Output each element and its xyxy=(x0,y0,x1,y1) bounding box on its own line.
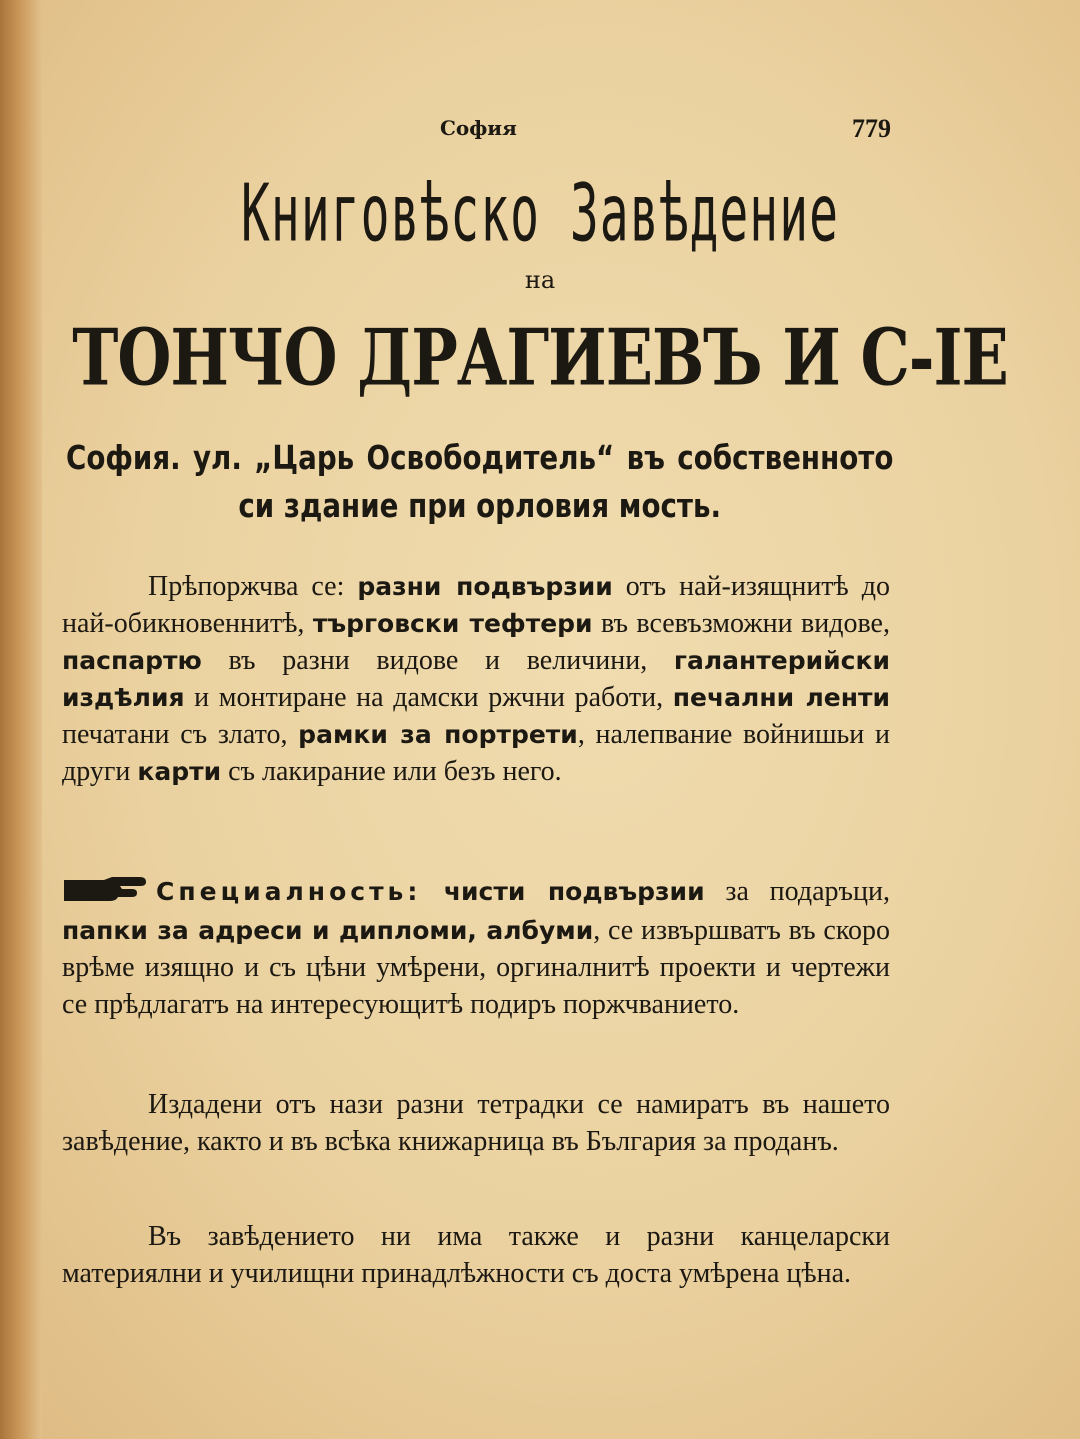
title-owner: ТОНЧО ДРАГИЕВЪ И С-IЕ xyxy=(72,312,1008,404)
bold-text: чисти подвързии xyxy=(421,877,705,906)
bold-text: рамки за портрети xyxy=(298,720,578,749)
bold-text: търговски тефтери xyxy=(312,609,593,638)
running-title: София xyxy=(440,116,517,140)
address-line: София. ул. „Царь Освободитель“ въ собственното си здание при орловия мость. xyxy=(66,438,894,525)
text: и монтиране на дамски ржчни работи, xyxy=(184,682,673,713)
bold-text: разни подвързии xyxy=(357,572,613,601)
paragraph-specialty xyxy=(62,873,890,1023)
paragraph-notebooks xyxy=(62,1086,890,1160)
text: въ разни видове и величини, xyxy=(201,645,674,676)
text: Въ завѣдението ни има также и разни канцеларски материялни и училищни принадлѣжности съ доста умѣрена цѣна. xyxy=(62,1221,890,1289)
title-establishment: Книговѣско Завѣдение xyxy=(241,168,839,261)
pointing-hand-icon xyxy=(62,875,148,912)
running-head xyxy=(0,112,1080,148)
text: отъ най-изящнитѣ до най-обикновеннитѣ, xyxy=(62,571,890,639)
text: съ лакирание или безъ него. xyxy=(221,756,562,787)
bold-text: печални ленти xyxy=(672,683,890,712)
text: , налепвание войнишьи и други xyxy=(62,719,890,787)
bold-text: паспартю xyxy=(62,646,202,675)
text: Издадени отъ нази разни тетрадки се намиратъ въ нашето завѣдение, както и въ всѣка книжарница въ България за проданъ. xyxy=(62,1089,890,1157)
bold-text: карти xyxy=(137,757,222,786)
bold-text: галантерийски издѣлия xyxy=(62,646,890,712)
paragraph-offerings xyxy=(62,568,890,790)
page-number: 779 xyxy=(852,114,891,143)
bold-text: папки за адреси и дипломи, албуми xyxy=(62,916,594,945)
paragraph-stationery xyxy=(62,1218,890,1292)
title-connector: на xyxy=(524,266,556,294)
specialty-label: Специалность: xyxy=(156,877,422,906)
text: за подаръци, xyxy=(704,876,890,907)
text: , се извършватъ въ скоро врѣме изящно и съ цѣни умѣрени, оргиналнитѣ проекти и чертежи се прѣдлагатъ на интересующитѣ подиръ поржчванието. xyxy=(62,915,890,1020)
text: Прѣпоржчва се: xyxy=(148,571,358,602)
text: въ всевъзможни видове, xyxy=(592,608,890,639)
text: печатани съ злато, xyxy=(62,719,299,750)
